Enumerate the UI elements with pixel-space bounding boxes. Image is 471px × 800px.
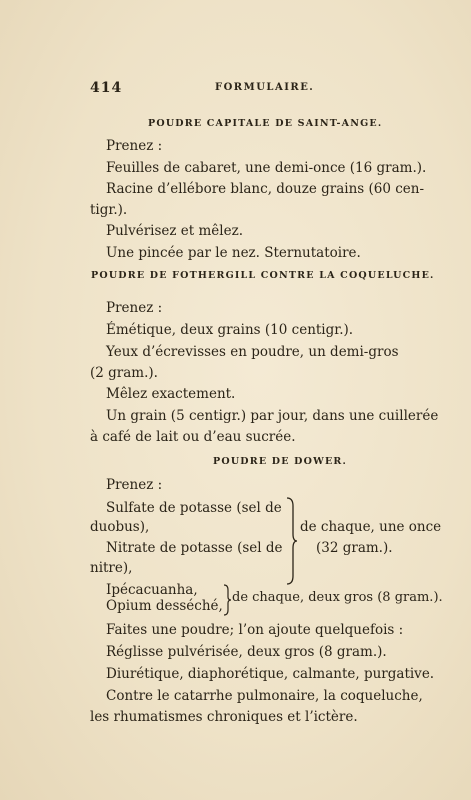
text-line: tigr.). xyxy=(90,202,128,218)
text-line: Faites une poudre; l’on ajoute quelquefois : xyxy=(106,622,404,638)
brace-icon xyxy=(284,496,298,586)
section-title: POUDRE DE DOWER. xyxy=(213,456,347,467)
text-line: (2 gram.). xyxy=(90,365,158,381)
text-line: Mêlez exactement. xyxy=(106,386,236,402)
text-line: les rhumatismes chroniques et l’ictère. xyxy=(90,709,358,725)
text-line: Prenez : xyxy=(106,300,163,316)
text-line: Émétique, deux grains (10 centigr.). xyxy=(106,322,354,338)
ingredient-line: Ipécacuanha, xyxy=(106,582,198,598)
quantity-note: de chaque, une once xyxy=(300,519,442,535)
text-line: Feuilles de cabaret, une demi-once (16 gram.). xyxy=(106,160,427,176)
text-line: Pulvérisez et mêlez. xyxy=(106,223,244,239)
text-line: Racine d’ellébore blanc, douze grains (60 cen- xyxy=(106,181,425,197)
ingredient-line: Opium desséché, xyxy=(106,598,223,614)
text-line: Réglisse pulvérisée, deux gros (8 gram.). xyxy=(106,644,387,660)
page-number: 414 xyxy=(90,80,123,96)
text-line: Un grain (5 centigr.) par jour, dans une cuillerée xyxy=(106,408,439,424)
section-title: POUDRE CAPITALE DE SAINT-ANGE. xyxy=(148,118,383,129)
ingredient-line: duobus), xyxy=(90,519,150,535)
text-line: Yeux d’écrevisses en poudre, un demi-gros xyxy=(106,344,399,360)
running-head: FORMULAIRE. xyxy=(215,82,315,93)
ingredient-line: Nitrate de potasse (sel de xyxy=(106,540,283,556)
text-line: Une pincée par le nez. Sternutatoire. xyxy=(106,245,361,261)
text-line: à café de lait ou d’eau sucrée. xyxy=(90,429,296,445)
brace-icon xyxy=(222,583,232,617)
ingredient-line: Sulfate de potasse (sel de xyxy=(106,500,282,516)
text-line: Diurétique, diaphorétique, calmante, purgative. xyxy=(106,666,435,682)
quantity-note: (32 gram.). xyxy=(316,540,393,556)
text-line: Prenez : xyxy=(106,138,163,154)
section-title: POUDRE DE FOTHERGILL CONTRE LA COQUELUCHE. xyxy=(91,270,435,281)
quantity-note: de chaque, deux gros (8 gram.). xyxy=(232,590,443,605)
ingredient-line: nitre), xyxy=(90,560,133,576)
text-line: Contre le catarrhe pulmonaire, la coqueluche, xyxy=(106,688,423,704)
text-line: Prenez : xyxy=(106,477,163,493)
